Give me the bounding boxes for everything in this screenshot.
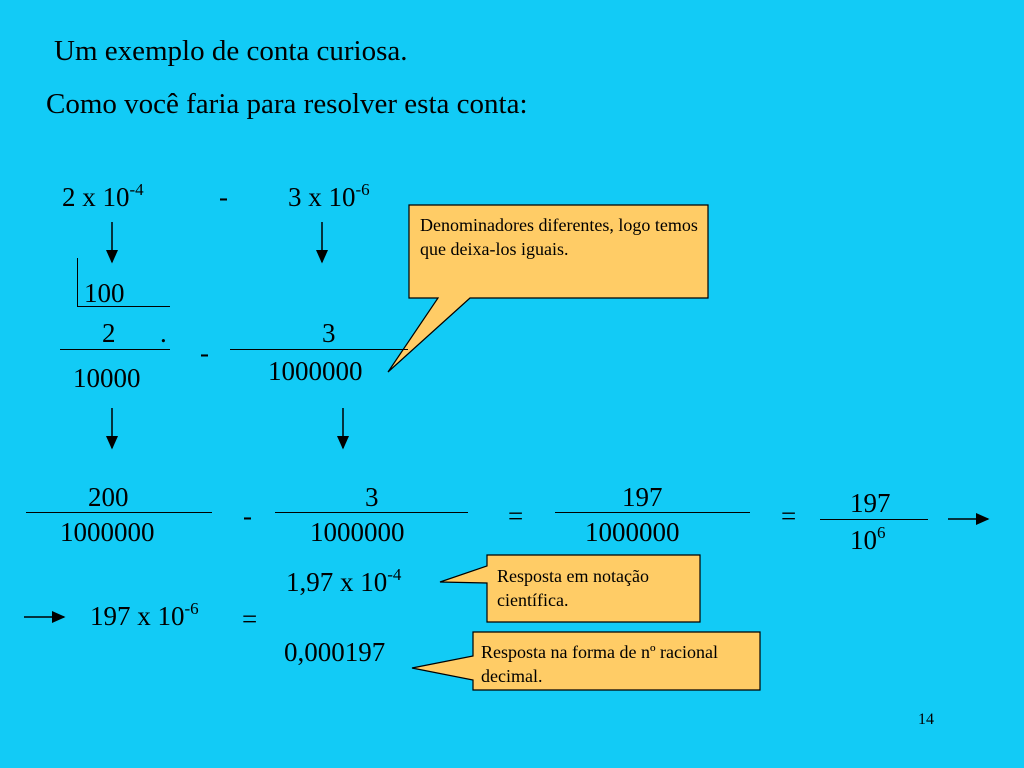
slide-question: Como você faria para resolver esta conta:	[46, 88, 528, 120]
step3-denominator-3: 1000000	[585, 517, 680, 547]
fraction-bar	[60, 349, 170, 350]
step3-denominator-4: $10^6$	[850, 523, 886, 555]
step2-operator: -	[200, 338, 209, 368]
step3-numerator-1: 200	[88, 482, 129, 512]
fraction-bar	[26, 512, 212, 513]
step2-denominator-2: 1000000	[268, 356, 363, 386]
step2-denominator-1: 10000	[73, 363, 141, 393]
step3-equals-2: =	[781, 501, 797, 531]
step4-decimal-result: 0,000197	[284, 637, 386, 667]
fraction-bar	[230, 349, 408, 350]
callout-scientific-text: Resposta em notação científica.	[497, 566, 649, 610]
step3-denominator-1: 1000000	[60, 517, 155, 547]
step2-numerator-2: 3	[322, 318, 336, 348]
slide-heading: Um exemplo de conta curiosa.	[54, 35, 408, 67]
step2-numerator-1: 2	[102, 318, 116, 348]
step1-term1: 2 x $10^{-4}$	[62, 180, 144, 212]
step2-multiplier: 100	[84, 278, 125, 308]
callout-denominators-text: Denominadores diferentes, logo temos que deixa-los iguais.	[420, 215, 698, 259]
step4-scientific-result: 1,97 x $10^{-4}$	[286, 565, 402, 597]
step3-equals-1: =	[508, 501, 524, 531]
fraction-bar	[555, 512, 750, 513]
step3-denominator-2: 1000000	[310, 517, 405, 547]
step2-dot: .	[160, 318, 167, 348]
step1-term2: 3 x $10^{-6}$	[288, 180, 370, 212]
step3-operator: -	[243, 501, 252, 531]
fraction-bar	[820, 519, 928, 520]
step1-operator: -	[219, 182, 228, 212]
page-number: 14	[918, 711, 934, 728]
step4-lhs: 197 x $10^{-6}$	[90, 599, 199, 631]
fraction-bar	[275, 512, 468, 513]
callout-decimal-text: Resposta na forma de nº racional decimal.	[481, 642, 718, 686]
step4-equals: =	[242, 604, 258, 634]
step3-numerator-2: 3	[365, 482, 379, 512]
step3-numerator-4: 197	[850, 488, 891, 518]
step3-numerator-3: 197	[622, 482, 663, 512]
multiplier-bracket-vertical	[77, 258, 78, 306]
